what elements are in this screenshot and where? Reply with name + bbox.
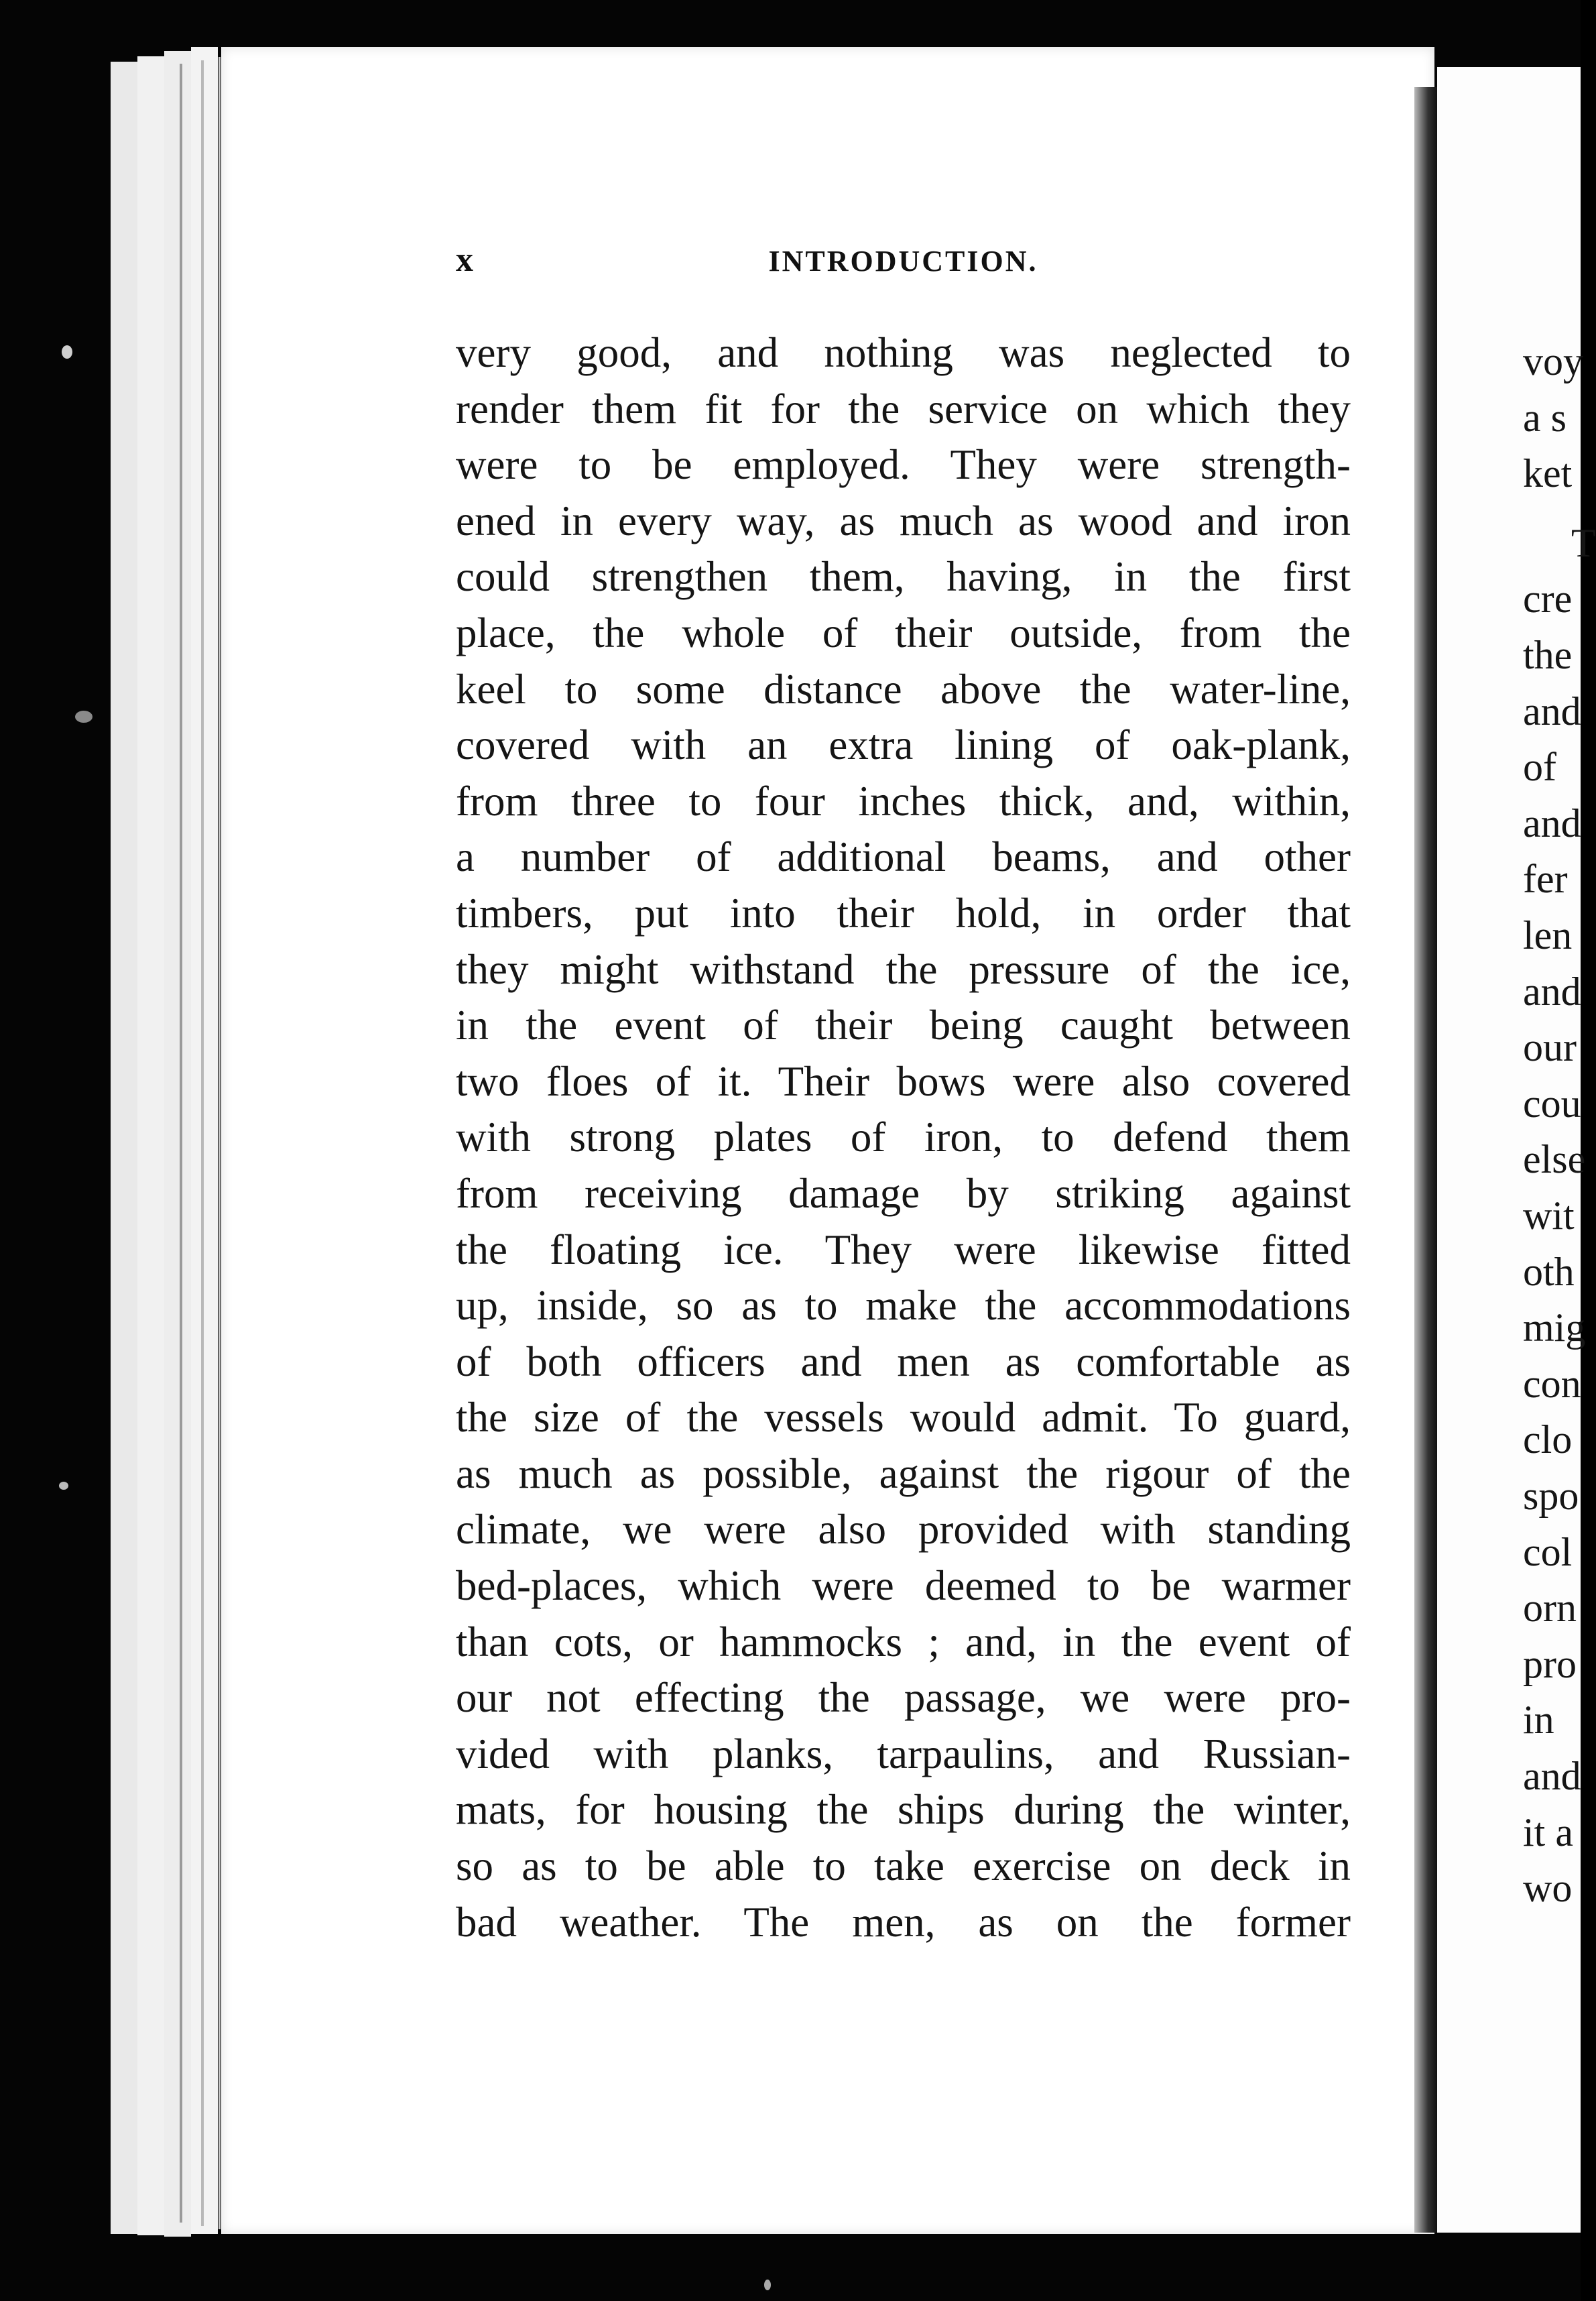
text-line: render them fit for the service on which they bbox=[456, 385, 1351, 432]
text-line: were to be employed. They were strength- bbox=[456, 441, 1351, 489]
scan-speck bbox=[764, 2280, 771, 2290]
running-head: INTRODUCTION. bbox=[768, 245, 1038, 278]
facing-page-fragment: else bbox=[1523, 1137, 1586, 1182]
facing-page-fragment: it a bbox=[1523, 1810, 1573, 1854]
page-edge bbox=[164, 51, 191, 2237]
facing-page-fragment: wo bbox=[1523, 1866, 1573, 1911]
facing-page-fragment: ket bbox=[1523, 451, 1573, 496]
facing-page-fragment: of bbox=[1523, 745, 1556, 790]
scan-speck bbox=[75, 711, 93, 723]
facing-page-fragment: our bbox=[1523, 1025, 1577, 1070]
text-line: up, inside, so as to make the accommodations bbox=[456, 1282, 1351, 1330]
text-line: place, the whole of their outside, from the bbox=[456, 609, 1351, 656]
text-line: the floating ice. They were likewise fitted bbox=[456, 1226, 1351, 1273]
body-text bbox=[456, 325, 1351, 1950]
text-line: with strong plates of iron, to defend them bbox=[456, 1114, 1351, 1161]
text-line: ened in every way, as much as wood and iron bbox=[456, 497, 1351, 544]
text-line: of both officers and men as comfortable as bbox=[456, 1338, 1351, 1385]
text-line: so as to be able to take exercise on deck in bbox=[456, 1842, 1351, 1890]
text-line: could strengthen them, having, in the first bbox=[456, 553, 1351, 601]
facing-page-fragment: and bbox=[1523, 801, 1581, 845]
text-line: climate, we were also provided with standing bbox=[456, 1506, 1351, 1553]
text-line: bad weather. The men, as on the former bbox=[456, 1898, 1351, 1946]
facing-page-fragment: T bbox=[1571, 520, 1596, 565]
text-line: two floes of it. Their bows were also covered bbox=[456, 1057, 1351, 1105]
facing-page-fragment: cou bbox=[1523, 1081, 1581, 1126]
text-line: covered with an extra lining of oak-plank, bbox=[456, 721, 1351, 769]
facing-page-fragment: oth bbox=[1523, 1249, 1575, 1294]
page-edge-line bbox=[219, 57, 221, 2229]
page-edge bbox=[111, 62, 137, 2234]
facing-page-fragment: clo bbox=[1523, 1417, 1573, 1462]
text-line: from three to four inches thick, and, within, bbox=[456, 777, 1351, 825]
text-line: our not effecting the passage, we were pro- bbox=[456, 1674, 1351, 1722]
page-edge-line bbox=[201, 60, 204, 2226]
text-line: vided with planks, tarpaulins, and Russian- bbox=[456, 1730, 1351, 1777]
facing-page-fragment: mig bbox=[1523, 1305, 1586, 1350]
text-line: they might withstand the pressure of the ice, bbox=[456, 945, 1351, 993]
facing-page-fragment: and bbox=[1523, 689, 1581, 733]
text-line: from receiving damage by striking against bbox=[456, 1169, 1351, 1217]
facing-page-fragment: len bbox=[1523, 913, 1573, 957]
text-line: timbers, put into their hold, in order that bbox=[456, 889, 1351, 937]
facing-page-fragment: the bbox=[1523, 633, 1573, 677]
facing-page-fragment: spo bbox=[1523, 1474, 1579, 1518]
scan-speck bbox=[59, 1482, 68, 1490]
facing-page-fragment: a s bbox=[1523, 395, 1567, 440]
facing-page bbox=[1437, 67, 1596, 2233]
facing-page-fragment: voy bbox=[1523, 339, 1583, 384]
facing-page-fragment: and bbox=[1523, 969, 1581, 1014]
text-line: the size of the vessels would admit. To guard, bbox=[456, 1394, 1351, 1441]
text-line: bed-places, which were deemed to be warmer bbox=[456, 1562, 1351, 1610]
text-line: mats, for housing the ships during the winter, bbox=[456, 1786, 1351, 1834]
text-line: keel to some distance above the water-line, bbox=[456, 665, 1351, 713]
facing-page-fragment: fer bbox=[1523, 857, 1568, 902]
scan-speck bbox=[62, 345, 72, 359]
page-edge bbox=[191, 47, 218, 2234]
text-line: very good, and nothing was neglected to bbox=[456, 329, 1351, 376]
gutter-shadow bbox=[1414, 87, 1437, 2233]
text-line: than cots, or hammocks ; and, in the event of bbox=[456, 1618, 1351, 1665]
facing-page-fragment: cre bbox=[1523, 577, 1573, 622]
facing-page-fragment: con bbox=[1523, 1361, 1581, 1406]
page-edge-line bbox=[180, 64, 182, 2223]
facing-page-fragment: and bbox=[1523, 1754, 1581, 1798]
facing-page-fragment: col bbox=[1523, 1529, 1573, 1574]
facing-page-fragment: pro bbox=[1523, 1641, 1577, 1686]
text-line: in the event of their being caught between bbox=[456, 1002, 1351, 1049]
text-line: as much as possible, against the rigour of the bbox=[456, 1450, 1351, 1497]
page-edge bbox=[137, 56, 164, 2235]
facing-page-fragment: in bbox=[1523, 1698, 1554, 1743]
facing-page-fragment: wit bbox=[1523, 1193, 1575, 1238]
page-header bbox=[456, 240, 1351, 280]
facing-page-fragment: orn bbox=[1523, 1586, 1577, 1631]
text-line: a number of additional beams, and other bbox=[456, 833, 1351, 881]
page-number: x bbox=[456, 241, 473, 279]
